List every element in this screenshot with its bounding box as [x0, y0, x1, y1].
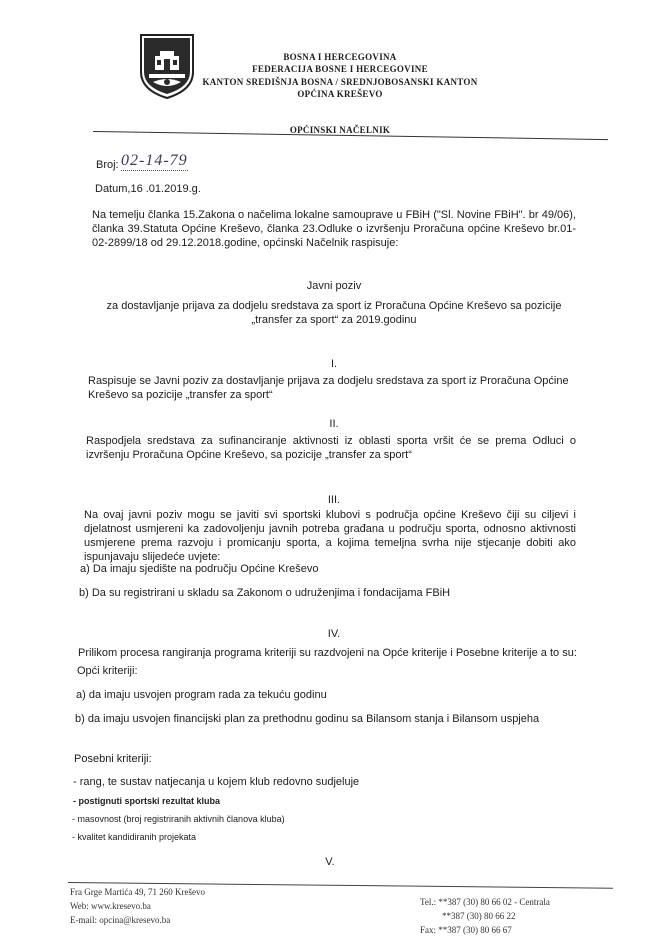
office-title: OPĆINSKI NAČELNIK [289, 125, 391, 135]
broj-handwritten-value: 02-14-79 [121, 152, 188, 169]
footer-address: Fra Grge Martića 49, 71 260 Kreševo [70, 887, 206, 897]
general-criterion-b: b) da imaju usvojen financijski plan za prethodnu godinu sa Bilansom stanja i Bilansom uspjeha [75, 713, 540, 725]
header-municipality: OPĆINA KREŠEVO [297, 89, 383, 99]
section-4-text: Prilikom procesa rangiranja programa kriteriji su razdvojeni na Opće kriterije i Posebne kriterije a to su: [78, 647, 577, 659]
footer-tel2: **387 (30) 80 66 22 [442, 911, 516, 921]
header-canton: KANTON SREDIŠNJA BOSNA / SREDNJOBOSANSKI KANTON [202, 77, 478, 87]
header-country: BOSNA I HERCEGOVINA [283, 52, 397, 62]
general-criterion-a: a) da imaju usvojen program rada za tekuću godinu [76, 689, 327, 701]
section-2-text: Raspodjela sredstava za sufinanciranje aktivnosti iz oblasti sporta vršit će se prema Odluci o izvršenju Proračuna Općine Kreševo, sa pozicije „transfer za sport“ [86, 435, 576, 461]
section-4-number: IV. [327, 628, 341, 640]
special-criterion-4: - kvalitet kandidiranih projekata [72, 832, 197, 842]
section-3-number: III. [327, 494, 341, 506]
broj-label: Broj: [96, 159, 119, 171]
footer-web: Web: www.kresevo.ba [70, 901, 151, 911]
special-criterion-2: - postignuti sportski rezultat kluba [73, 796, 221, 806]
special-criteria-label: Posebni kriteriji: [74, 753, 152, 765]
intro-paragraph: Na temelju članka 15.Zakona o načelima lokalne samouprave u FBiH ("Sl. Novine FBiH". br 49/06), članka 39.Statuta Općine Kreševo, članka 23.Odluke o izvršenju Proračuna općine Kreševo br.01-02-2899/18 od 29.12.2018.godine, općinski Načelnik raspisuje: [92, 209, 576, 249]
special-criterion-1: - rang, te sustav natjecanja u kojem klub redovno sudjeluje [73, 776, 360, 788]
call-title: Javni poziv [306, 280, 362, 292]
section-5-number: V. [325, 856, 335, 868]
header-federation: FEDERACIJA BOSNE I HERCEGOVINE [252, 64, 428, 74]
general-criteria-label: Opći kriteriji: [77, 665, 138, 677]
datum: Datum,16 .01.2019.g. [95, 183, 201, 195]
footer-fax: Fax: **387 (30) 80 66 67 [420, 925, 512, 935]
call-subtitle: za dostavljanje prijava za dodjelu sredstava za sport iz Proračuna Općine Kreševo sa pozicije „transfer za sport“ za 2019.godinu [106, 300, 562, 326]
special-criterion-3: - masovnost (broj registriranih aktivnih članova kluba) [72, 814, 285, 824]
section-1-text: Raspisuje se Javni poziv za dostavljanje prijava za dodjelu sredstava za sport iz Proračuna Općine Kreševo sa pozicije „transfer za sport“ [88, 375, 569, 401]
section-2-number: II. [329, 418, 339, 430]
footer-email: E-mail: opcina@kresevo.ba [70, 915, 171, 925]
section-3-text: Na ovaj javni poziv mogu se javiti svi sportski klubovi s područja općine Kreševo čiji su ciljevi i djelatnost usmjereni ka zadovoljenju javnih potreba građana u području sporta, odnosno aktivnosti usmjerene prema razvoju i promicanju sporta, a kojima temeljna svrha nije stjecanje dobiti ako ispunjavaju slijedeće uvjete: [84, 509, 576, 563]
section-3-condition-b: b) Da su registrirani u skladu sa Zakonom o udruženjima i fondacijama FBiH [79, 587, 451, 599]
section-3-condition-a: a) Da imaju sjedište na području Općine Kreševo [80, 563, 319, 575]
section-1-number: I. [330, 358, 338, 370]
footer-tel: Tel.: **387 (30) 80 66 02 - Centrala [420, 897, 550, 907]
